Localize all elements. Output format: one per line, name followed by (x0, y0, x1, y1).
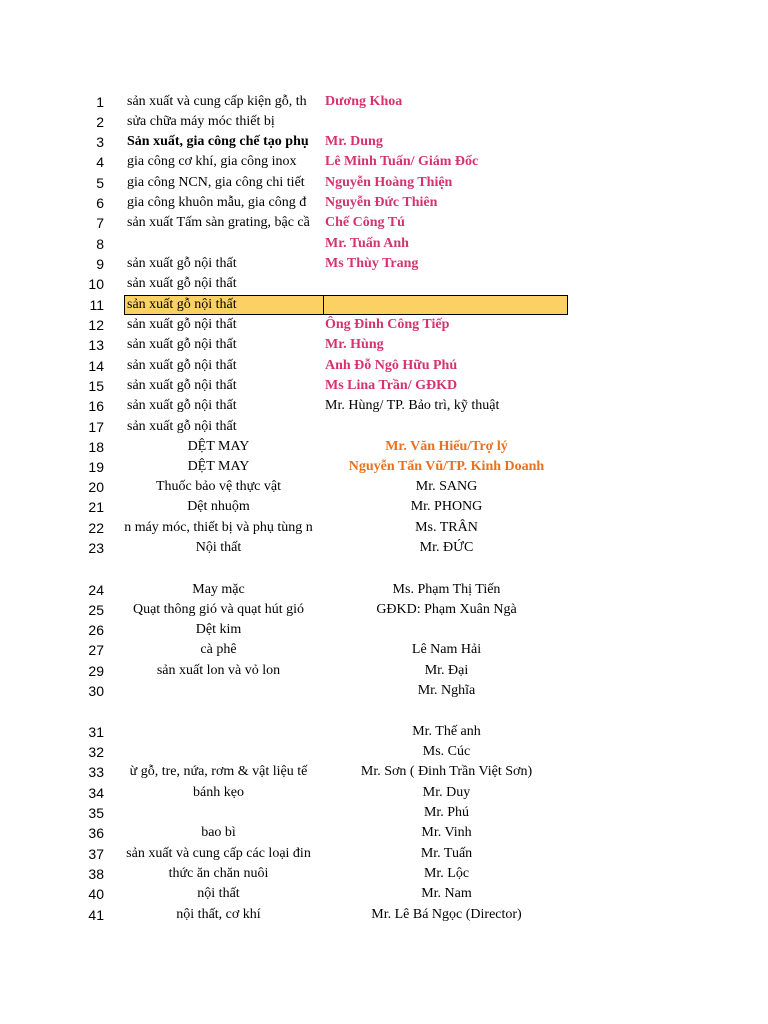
table-row (0, 783, 768, 803)
table-row (0, 661, 768, 681)
row-number: 11 (89, 297, 104, 313)
table-row (0, 722, 768, 742)
row-number: 6 (96, 195, 104, 211)
contact-cell: Mr. Đại (424, 663, 469, 678)
table-row (0, 112, 768, 132)
contact-cell: Nguyễn Đức Thiên (325, 195, 438, 210)
table-row (0, 335, 768, 355)
activity-cell: sản xuất gỗ nội thất (127, 276, 237, 291)
row-number: 16 (88, 398, 104, 414)
activity-cell: DỆT MAY (187, 439, 250, 454)
row-number: 30 (88, 683, 104, 699)
activity-cell: Dệt nhuộm (187, 499, 250, 514)
table-row (0, 417, 768, 437)
contact-cell: Mr. SANG (415, 479, 478, 494)
activity-cell: sản xuất gỗ nội thất (127, 317, 237, 332)
contact-cell: Mr. Văn Hiếu/Trợ lý (385, 439, 508, 454)
contact-cell: Nguyễn Hoàng Thiện (325, 175, 453, 190)
contact-cell: Mr. Lê Bá Ngọc (Director) (371, 907, 522, 922)
contact-cell: Mr. ĐỨC (419, 540, 474, 555)
contact-cell: Mr. Hùng (325, 337, 384, 352)
activity-cell: n máy móc, thiết bị và phụ tùng n (124, 520, 313, 535)
table-row (0, 742, 768, 762)
activity-cell: sản xuất gỗ nội thất (127, 378, 237, 393)
contact-cell: Mr. Hùng/ TP. Bảo trì, kỹ thuật (325, 398, 500, 413)
row-number: 15 (88, 378, 104, 394)
activity-cell: May mặc (192, 582, 245, 597)
contact-cell: Mr. Thế anh (412, 724, 481, 739)
table-row (0, 823, 768, 843)
contact-cell: GĐKD: Phạm Xuân Ngà (376, 602, 517, 617)
contact-cell: Ms. Phạm Thị Tiến (392, 582, 501, 597)
row-number: 14 (88, 358, 104, 374)
row-number: 37 (88, 846, 104, 862)
row-number: 17 (88, 419, 104, 435)
row-number: 36 (88, 825, 104, 841)
activity-cell: bao bì (201, 825, 236, 840)
row-number: 27 (88, 642, 104, 658)
contact-cell: Mr. PHONG (410, 499, 483, 514)
row-number: 32 (88, 744, 104, 760)
row-number: 33 (88, 764, 104, 780)
activity-cell: sản xuất và cung cấp các loại đin (126, 846, 311, 861)
table-row (0, 477, 768, 497)
table-row (0, 620, 768, 640)
table-row (0, 681, 768, 701)
contact-cell: Ms. TRÂN (415, 520, 478, 535)
row-number: 12 (88, 317, 104, 333)
activity-cell: sản xuất và cung cấp kiện gỗ, th (127, 94, 307, 109)
contact-cell: Anh Đỗ Ngô Hữu Phú (325, 358, 458, 373)
table-row (0, 497, 768, 517)
table-row (0, 254, 768, 274)
activity-cell: gia công cơ khí, gia công inox (127, 154, 297, 169)
row-number: 21 (88, 499, 104, 515)
row-number: 38 (88, 866, 104, 882)
row-number: 35 (88, 805, 104, 821)
row-number: 10 (88, 276, 104, 292)
row-number: 24 (88, 582, 104, 598)
table-row (0, 640, 768, 660)
activity-cell: nội thất (197, 886, 240, 901)
contact-cell: Ms Lina Trần/ GĐKD (325, 378, 458, 393)
activity-cell: Dệt kim (195, 622, 242, 637)
activity-cell: ừ gỗ, tre, nứa, rơm & vật liệu tế (129, 764, 308, 779)
activity-cell: sản xuất lon và vỏ lon (156, 663, 281, 678)
row-number: 9 (96, 256, 104, 272)
row-number: 4 (96, 154, 104, 170)
activity-cell: Sản xuất, gia công chế tạo phụ (127, 134, 309, 149)
activity-cell: sản xuất gỗ nội thất (127, 337, 237, 352)
table-row (0, 864, 768, 884)
contact-cell: Mr. Sơn ( Đinh Trần Việt Sơn) (360, 764, 533, 779)
activity-cell: sản xuất gỗ nội thất (127, 256, 237, 271)
activity-cell: sửa chữa máy móc thiết bị (127, 114, 275, 129)
table-row (0, 396, 768, 416)
table-row (0, 518, 768, 538)
activity-cell: DỆT MAY (187, 459, 250, 474)
row-number: 1 (96, 94, 104, 110)
contact-cell: Ms Thùy Trang (325, 256, 419, 271)
contact-cell: Mr. Tuấn (420, 846, 473, 861)
row-number: 2 (96, 114, 104, 130)
contact-cell: Nguyễn Tấn Vũ/TP. Kinh Doanh (348, 459, 545, 474)
row-number: 18 (88, 439, 104, 455)
activity-cell: bánh kẹo (193, 785, 244, 800)
table-row (0, 457, 768, 477)
row-number: 34 (88, 785, 104, 801)
table-row (0, 92, 768, 112)
row-number: 19 (88, 459, 104, 475)
contact-cell: Ms. Cúc (422, 744, 471, 759)
row-number: 22 (88, 520, 104, 536)
activity-cell: Nội thất (195, 540, 242, 555)
row-number: 8 (96, 236, 104, 252)
row-number: 41 (88, 907, 104, 923)
activity-cell: thức ăn chăn nuôi (168, 866, 269, 881)
table-row (0, 295, 768, 315)
contact-cell: Mr. Dung (325, 134, 383, 149)
contact-cell: Ông Đinh Công Tiếp (325, 317, 450, 332)
contact-cell: Mr. Nghĩa (417, 683, 476, 698)
contact-cell: Lê Minh Tuấn/ Giám Đốc (325, 154, 479, 169)
table-row (0, 152, 768, 172)
contact-cell: Lê Nam Hải (411, 642, 482, 657)
row-number: 20 (88, 479, 104, 495)
contact-cell: Mr. Nam (421, 886, 472, 901)
row-number: 13 (88, 337, 104, 353)
table-row (0, 803, 768, 823)
table-row (0, 600, 768, 620)
table-row (0, 538, 768, 558)
activity-cell: Quạt thông gió và quạt hút gió (132, 602, 305, 617)
contact-cell: Mr. Tuấn Anh (325, 236, 409, 251)
row-number: 40 (88, 886, 104, 902)
activity-cell: Thuốc bảo vệ thực vật (156, 479, 281, 494)
row-number: 26 (88, 622, 104, 638)
table-row (0, 132, 768, 152)
table-row (0, 580, 768, 600)
contact-cell: Mr. Lộc (423, 866, 470, 881)
row-number: 23 (88, 540, 104, 556)
contact-cell: Chế Công Tú (325, 215, 405, 230)
table-row (0, 905, 768, 925)
row-number: 25 (88, 602, 104, 618)
row-number: 3 (96, 134, 104, 150)
activity-cell: sản xuất Tấm sàn grating, bậc cầ (127, 215, 310, 230)
activity-cell: gia công NCN, gia công chi tiết (127, 175, 305, 190)
table-row (0, 274, 768, 294)
table-row (0, 762, 768, 782)
table-row (0, 884, 768, 904)
activity-cell: nội thất, cơ khí (176, 907, 261, 922)
activity-cell: sản xuất gỗ nội thất (127, 398, 237, 413)
table-row (0, 234, 768, 254)
contact-cell: Mr. Duy (422, 785, 471, 800)
row-number: 31 (88, 724, 104, 740)
table-row (0, 315, 768, 335)
selected-cell-contact[interactable] (323, 295, 568, 315)
activity-cell: cà phê (200, 642, 237, 657)
table-row (0, 213, 768, 233)
table-row (0, 437, 768, 457)
activity-cell: sản xuất gỗ nội thất (127, 419, 237, 434)
table-row (0, 356, 768, 376)
contact-cell: Mr. Phú (423, 805, 470, 820)
activity-cell: gia công khuôn mẫu, gia công đ (127, 195, 307, 210)
contact-cell: Dương Khoa (325, 94, 403, 109)
table-row (0, 844, 768, 864)
row-number: 29 (88, 663, 104, 679)
table-row (0, 376, 768, 396)
table-row (0, 173, 768, 193)
row-number: 7 (96, 215, 104, 231)
activity-cell: sản xuất gỗ nội thất (127, 358, 237, 373)
activity-cell: sản xuất gỗ nội thất (127, 297, 237, 312)
row-number: 5 (96, 175, 104, 191)
contact-cell: Mr. Vinh (421, 825, 472, 840)
table-row (0, 193, 768, 213)
